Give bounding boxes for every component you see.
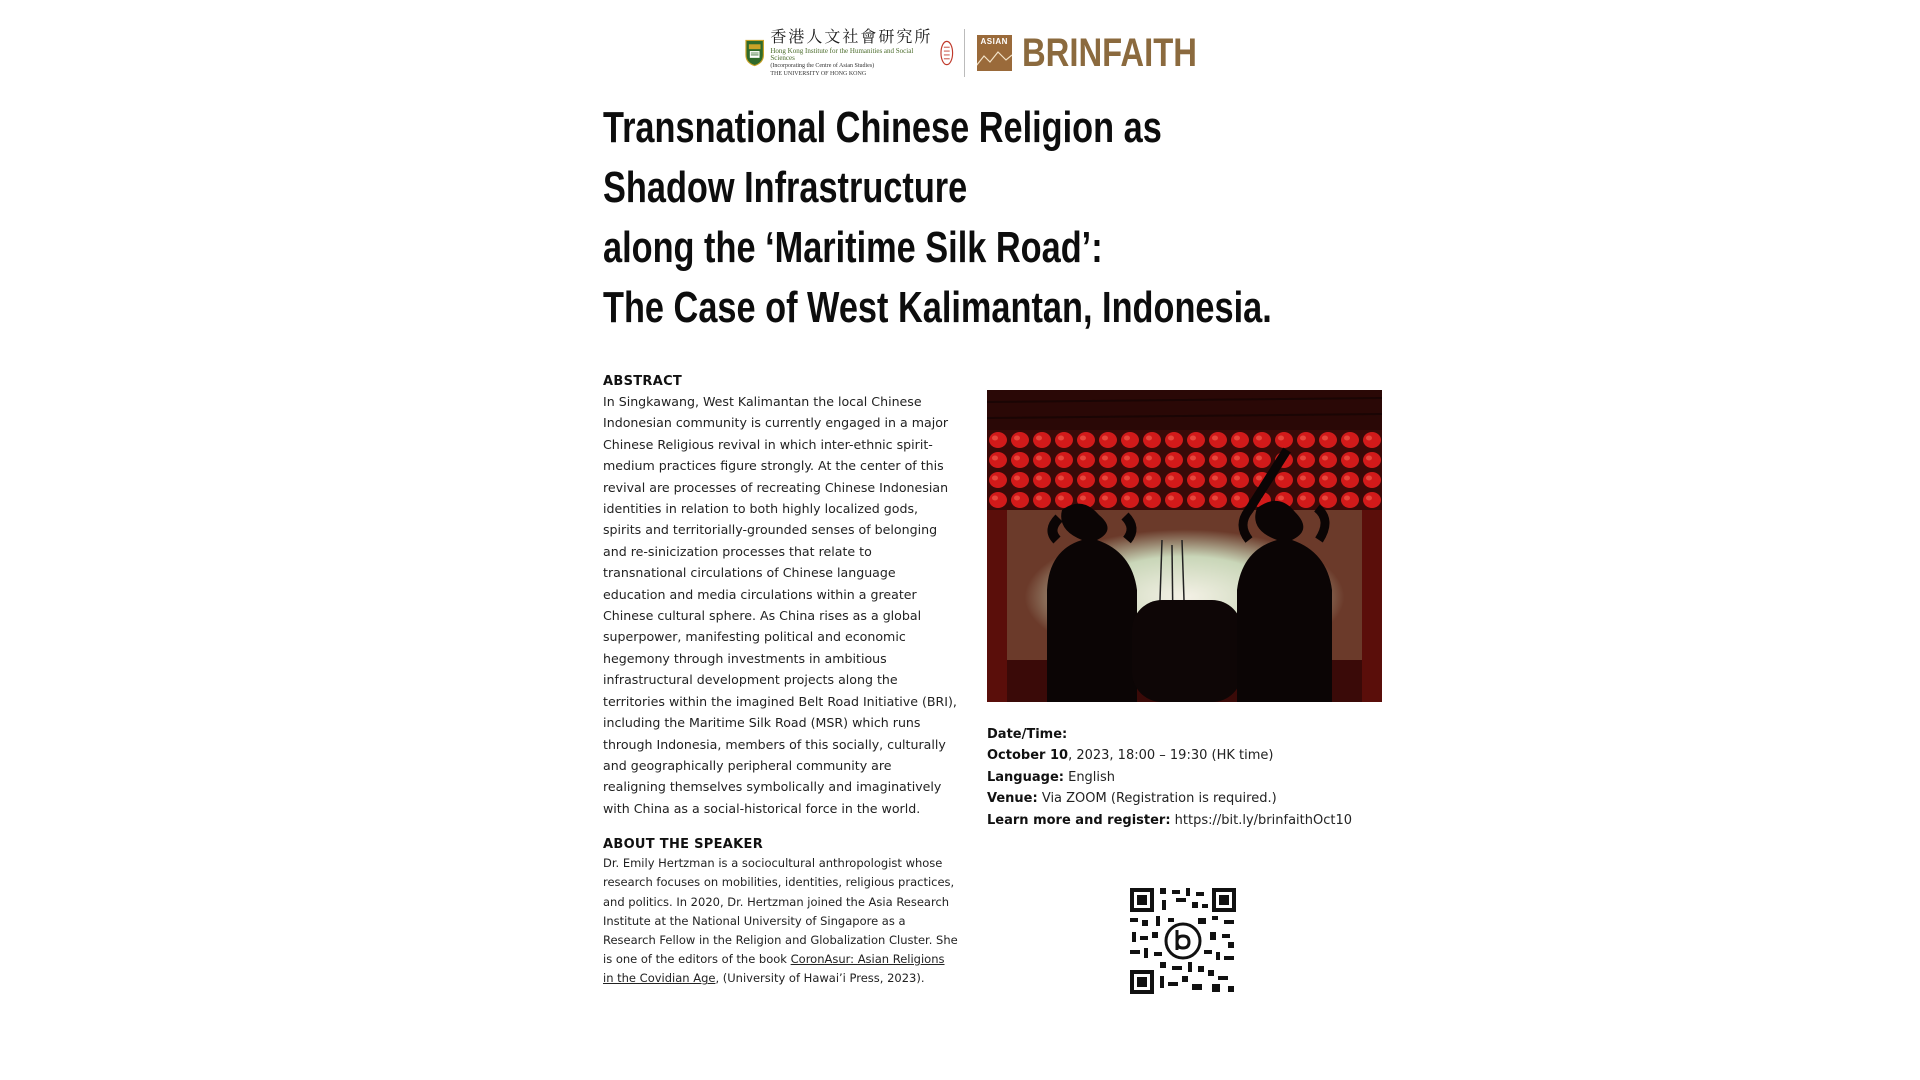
language-label: Language: — [987, 769, 1064, 785]
speaker-publisher: , (University of Hawai’i Press, 2023). — [715, 971, 925, 986]
logo-divider — [964, 29, 965, 77]
hku-subtitle: (Incorporating the Centre of Asian Studies) — [770, 63, 875, 69]
asian-mountain-icon — [977, 46, 1012, 70]
abstract-body: In Singkawang, West Kalimantan the local Chinese Indonesian community is currently engaged in a major Chinese Religious revival in which inter-ethnic spirit-medium practices figure strongly. At the center of this revival are processes of recreating Chinese Indonesian identities in relation to both highly localized gods, spirits and territorially-grounded senses of belonging and re-sinicization processes that relate to transnational circulations of Chinese language education and media circulations within a greater Chinese cultural sphere. As China rises as a global superpower, manifesting political and economic hegemony through investments in ambitious infrastructural development projects along the territories within the imagined Belt Road Initiative (BRI), including the Maritime Silk Road (MSR) which runs through Indonesia, members of this socially, culturally and geographically peripheral community are realigning themselves symbolically and imaginatively with China as a social-historical force in the world. — [603, 394, 957, 816]
register-url-link[interactable]: https://bit.ly/brinfaithOct10 — [1170, 812, 1352, 828]
title-line: Shadow Infrastructure — [603, 163, 968, 212]
event-details — [987, 724, 1407, 831]
event-title — [603, 98, 1305, 338]
speaker-body — [603, 854, 958, 988]
register-label: Learn more and register: — [987, 812, 1171, 828]
hku-name-en: Hong Kong Institute for the Humanities and Social Sciences — [770, 47, 914, 62]
title-line: The Case of West Kalimantan, Indonesia. — [603, 283, 1272, 332]
event-time: , 2023, 18:00 – 19:30 (HK time) — [1068, 748, 1274, 764]
red-seal-icon — [940, 40, 954, 66]
header-logos — [745, 28, 1235, 78]
speaker-bio: Dr. Emily Hertzman is a sociocultural anthropologist whose research focuses on mobilities, identities, religious practices, and politics. In 2020, Dr. Hertzman joined the Asia Research Institute at the National University of Singapore as a Research Fellow in the Religion and Globalization Cluster. She is one of the editors of the book — [603, 856, 958, 967]
abstract-heading: ABSTRACT — [603, 374, 683, 389]
temple-photo — [987, 390, 1382, 702]
asian-logo — [977, 35, 1012, 71]
event-date: October 10 — [987, 748, 1069, 764]
speaker-heading: ABOUT THE SPEAKER — [603, 837, 764, 853]
venue-row — [987, 788, 1407, 809]
hku-crest-icon — [745, 39, 764, 67]
title-line: along the ‘Maritime Silk Road’: — [603, 223, 1103, 272]
language-row — [987, 767, 1407, 788]
book-title-link[interactable]: CoronAsur: Asian Religions in the Covidian Age — [603, 952, 945, 986]
register-row — [987, 810, 1407, 831]
datetime-row — [987, 745, 1407, 766]
temple-photo-illustration — [987, 390, 1382, 702]
venue-value: Via ZOOM (Registration is required.) — [1037, 791, 1277, 807]
brinfaith-logo: BRINFAITH — [1021, 31, 1197, 75]
hku-university: THE UNIVERSITY OF HONG KONG — [770, 71, 867, 77]
language-value: English — [1063, 769, 1116, 785]
venue-label: Venue: — [987, 791, 1038, 807]
datetime-label-row — [987, 724, 1407, 745]
datetime-label: Date/Time: — [987, 727, 1068, 742]
hku-institute-name — [770, 29, 934, 77]
asian-label: ASIAN — [980, 37, 1008, 46]
hku-name-cn: 香港人文社會研究所 — [770, 27, 933, 46]
title-line: Transnational Chinese Religion as — [603, 103, 1162, 152]
qr-code-icon[interactable] — [1128, 886, 1238, 996]
left-column — [603, 374, 958, 989]
